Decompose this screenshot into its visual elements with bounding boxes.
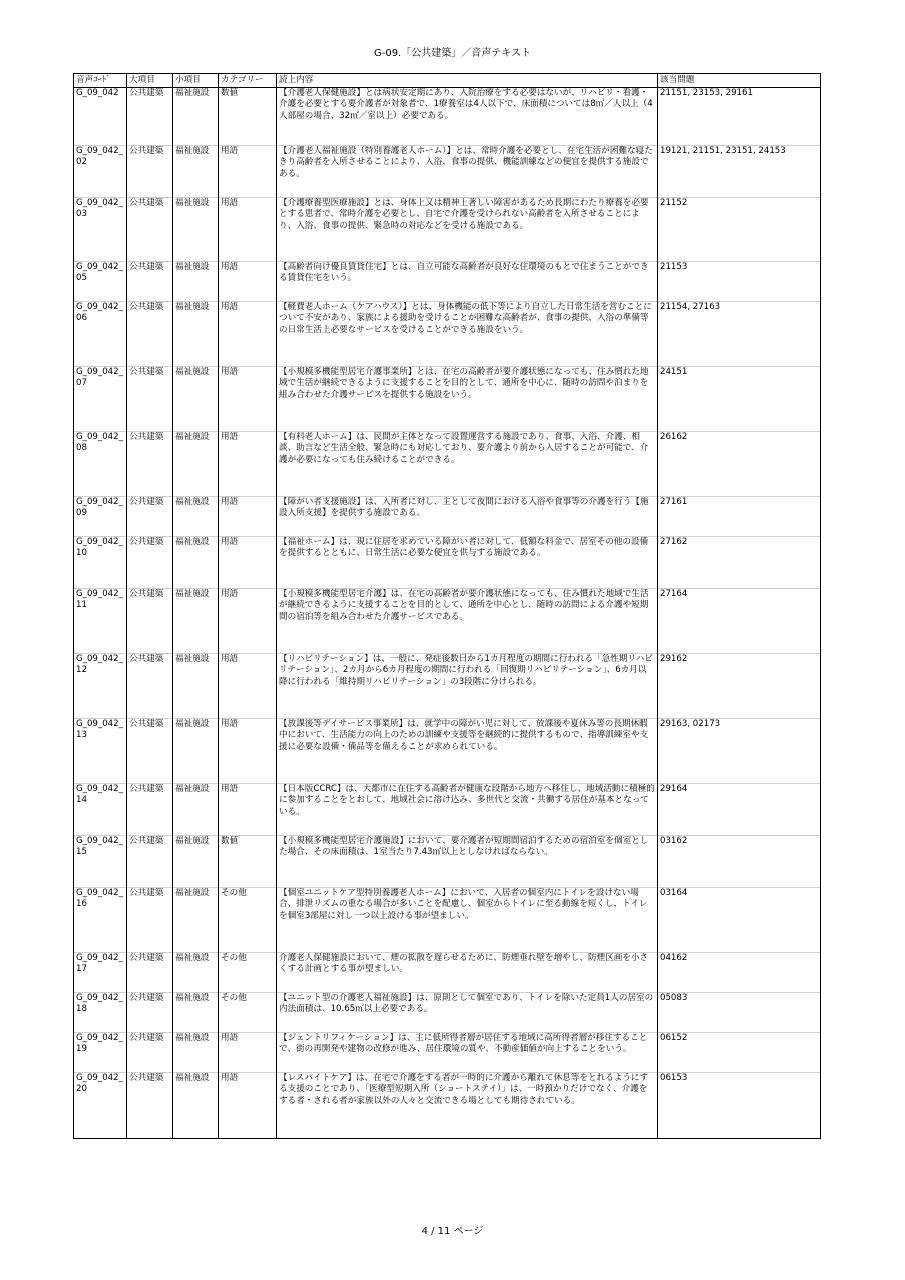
cell-content: 介護老人保健施設において、煙の拡散を遅らせるために、防煙垂れ壁を増やし、防煙区画を小さくする計画とする事が望ましい。 — [277, 953, 658, 993]
table-row — [74, 719, 821, 784]
cell-major: 公共建築 — [127, 302, 173, 367]
cell-minor: 福祉施設 — [173, 953, 219, 993]
cell-code: G_09_042_20 — [74, 1073, 127, 1139]
cell-minor: 福祉施設 — [173, 888, 219, 953]
cell-category: 用語 — [219, 262, 277, 302]
cell-minor: 福祉施設 — [173, 146, 219, 198]
cell-code: G_09_042_05 — [74, 262, 127, 302]
cell-problems: 05083 — [658, 993, 821, 1033]
cell-category: その他 — [219, 953, 277, 993]
table-row — [74, 537, 821, 589]
cell-problems: 27162 — [658, 537, 821, 589]
table-row — [74, 888, 821, 953]
cell-content: 【福祉ホーム】は、現に住居を求めている障がい者に対して、低額な料金で、居室その他の設備を提供するとともに、日常生活に必要な便宜を供与する施設である。 — [277, 537, 658, 589]
table-row — [74, 432, 821, 497]
cell-code: G_09_042_17 — [74, 953, 127, 993]
cell-code: G_09_042_09 — [74, 497, 127, 537]
column-header-problems: 該当問題 — [658, 74, 821, 88]
table-row — [74, 302, 821, 367]
page-number: 4 / 11 ページ — [421, 1226, 484, 1237]
cell-category: 数値 — [219, 88, 277, 146]
cell-content: 【リハビリテーション】は、一般に、発症後数日から1カ月程度の期間に行われる「急性期リハビリテーション」、2カ月から6カ月程度の期間に行われる「回復期リハビリテーション」、6カ月以降に行われる「維持期リハビリテーション」の3段階に分けられる。 — [277, 654, 658, 719]
voice-text-table — [73, 73, 821, 1139]
cell-category: 用語 — [219, 497, 277, 537]
cell-category: 用語 — [219, 1073, 277, 1139]
cell-category: 用語 — [219, 367, 277, 432]
cell-category: 用語 — [219, 537, 277, 589]
cell-category: 用語 — [219, 1033, 277, 1073]
cell-major: 公共建築 — [127, 88, 173, 146]
cell-major: 公共建築 — [127, 432, 173, 497]
column-header-code: 音声ｺｰﾄﾞ — [74, 74, 127, 88]
cell-code: G_09_042_15 — [74, 836, 127, 888]
table-row — [74, 953, 821, 993]
cell-problems: 24151 — [658, 367, 821, 432]
cell-problems: 06153 — [658, 1073, 821, 1139]
table-row — [74, 1073, 821, 1139]
table-row — [74, 146, 821, 198]
cell-minor: 福祉施設 — [173, 836, 219, 888]
cell-problems: 03164 — [658, 888, 821, 953]
cell-problems: 03162 — [658, 836, 821, 888]
cell-problems: 26162 — [658, 432, 821, 497]
cell-major: 公共建築 — [127, 654, 173, 719]
cell-category: その他 — [219, 888, 277, 953]
cell-code: G_09_042 — [74, 88, 127, 146]
cell-major: 公共建築 — [127, 262, 173, 302]
table-row — [74, 654, 821, 719]
cell-problems: 27164 — [658, 589, 821, 654]
column-header-content: 読上内容 — [277, 74, 658, 88]
cell-code: G_09_042_18 — [74, 993, 127, 1033]
cell-content: 【小規模多機能型居宅介護事業所】とは、在宅の高齢者が要介護状態になっても、住み慣れた地域で生活が継続できるように支援することを目的として、通所を中心に、随時の訪問や泊まりを組み合わせた介護サービスを提供する施設をいう。 — [277, 367, 658, 432]
page-header-title: G-09.「公共建築」／音声テキスト — [373, 48, 532, 59]
cell-category: 用語 — [219, 589, 277, 654]
column-header-minor: 小項目 — [173, 74, 219, 88]
cell-content: 【介護老人福祉施設（特別養護老人ホーム）】とは、常時介護を必要とし、在宅生活が困難な寝たきり高齢者を入所させることにより、入浴、食事の提供、機能訓練などの便宜を提供する施設である。 — [277, 146, 658, 198]
cell-major: 公共建築 — [127, 993, 173, 1033]
table-row — [74, 784, 821, 836]
cell-content: 【有料老人ホーム】は、民間が主体となって設置運営する施設であり、食事、入浴、介護、相談、助言など生活全般、緊急時にも対応しており、要介護より前から入居することが可能で、介護が必要になっても住み続けることができる。 — [277, 432, 658, 497]
cell-problems: 21152 — [658, 198, 821, 262]
cell-minor: 福祉施設 — [173, 993, 219, 1033]
cell-code: G_09_042_12 — [74, 654, 127, 719]
cell-major: 公共建築 — [127, 537, 173, 589]
cell-code: G_09_042_07 — [74, 367, 127, 432]
cell-minor: 福祉施設 — [173, 497, 219, 537]
cell-category: 用語 — [219, 146, 277, 198]
cell-content: 【軽費老人ホーム（ケアハウス）】とは、身体機能の低下等により自立した日常生活を営むことについて不安があり、家族による援助を受けることが困難な高齢者が、食事の提供、入浴の準備等の日常生活上必要なサービスを受けることができる施設をいう。 — [277, 302, 658, 367]
cell-code: G_09_042_11 — [74, 589, 127, 654]
cell-category: 数値 — [219, 836, 277, 888]
cell-minor: 福祉施設 — [173, 719, 219, 784]
cell-content: 【ユニット型の介護老人福祉施設】は、原則として個室であり、トイレを除いた定員1人の居室の内法面積は、10.65㎡以上必要である。 — [277, 993, 658, 1033]
table-row — [74, 367, 821, 432]
cell-content: 【小規模多機能型居宅介護】は、在宅の高齢者が要介護状態になっても、住み慣れた地域で生活が継続できるように支援することを目的として、通所を中心とし、随時の訪問による介護や短期間の宿泊等を組み合わせた介護サービスである。 — [277, 589, 658, 654]
cell-major: 公共建築 — [127, 953, 173, 993]
table-row — [74, 88, 821, 146]
cell-minor: 福祉施設 — [173, 1073, 219, 1139]
cell-code: G_09_042_19 — [74, 1033, 127, 1073]
cell-problems: 29162 — [658, 654, 821, 719]
cell-content: 【日本版CCRC】は、大都市に在住する高齢者が健康な段階から地方へ移住し、地域活動に積極的に参加することをとおして、地域社会に溶け込み、多世代と交流・共働する居住が基本となっている。 — [277, 784, 658, 836]
cell-minor: 福祉施設 — [173, 302, 219, 367]
cell-minor: 福祉施設 — [173, 88, 219, 146]
cell-minor: 福祉施設 — [173, 262, 219, 302]
table-row — [74, 836, 821, 888]
cell-problems: 06152 — [658, 1033, 821, 1073]
cell-major: 公共建築 — [127, 784, 173, 836]
cell-minor: 福祉施設 — [173, 537, 219, 589]
cell-content: 【小規模多機能型居宅介護施設】において、要介護者が短期間宿泊するための宿泊室を個室とした場合、その床面積は、1室当たり7.43㎡以上としなければならない。 — [277, 836, 658, 888]
cell-major: 公共建築 — [127, 589, 173, 654]
cell-minor: 福祉施設 — [173, 432, 219, 497]
cell-problems: 04162 — [658, 953, 821, 993]
cell-minor: 福祉施設 — [173, 654, 219, 719]
cell-problems: 21151, 23153, 29161 — [658, 88, 821, 146]
table-row — [74, 497, 821, 537]
cell-category: その他 — [219, 993, 277, 1033]
column-header-category: カテゴリー — [219, 74, 277, 88]
cell-problems: 21153 — [658, 262, 821, 302]
cell-category: 用語 — [219, 654, 277, 719]
cell-problems: 21154, 27163 — [658, 302, 821, 367]
cell-code: G_09_042_10 — [74, 537, 127, 589]
table-row — [74, 589, 821, 654]
table-row — [74, 1033, 821, 1073]
cell-major: 公共建築 — [127, 836, 173, 888]
cell-problems: 27161 — [658, 497, 821, 537]
cell-major: 公共建築 — [127, 888, 173, 953]
cell-major: 公共建築 — [127, 1073, 173, 1139]
cell-content: 【レスパイトケア】は、在宅で介護をする者が一時的に介護から離れて休息等をとれるようにする支援のことであり、「医療型短期入所（ショートステイ）」は、一時預かりだけでなく、介護をする者・される者が家族以外の人々と交流できる場としても期待されている。 — [277, 1073, 658, 1139]
column-header-major: 大項目 — [127, 74, 173, 88]
cell-code: G_09_042_16 — [74, 888, 127, 953]
cell-major: 公共建築 — [127, 1033, 173, 1073]
cell-content: 【介護療養型医療施設】とは、身体上又は精神上著しい障害があるため長期にわたり療養を必要とする患者で、常時介護を必要とし、自宅で介護を受けられない高齢者を入所させることにより、入浴、食事の提供、緊急時の対応などを受ける施設である。 — [277, 198, 658, 262]
cell-code: G_09_042_06 — [74, 302, 127, 367]
table-row — [74, 262, 821, 302]
cell-category: 用語 — [219, 784, 277, 836]
cell-content: 【個室ユニットケア型特別養護老人ホーム】において、入居者の個室内にトイレを設けない場合、排泄リズムの重なる場合が多いことを配慮し、個室からトイレに至る動線を短くし、トイレを個室3部屋に対し一つ以上設ける事が望ましい。 — [277, 888, 658, 953]
cell-major: 公共建築 — [127, 198, 173, 262]
cell-minor: 福祉施設 — [173, 784, 219, 836]
cell-content: 【障がい者支援施設】は、入所者に対し、主として夜間における入浴や食事等の介護を行う【施設入所支援】を提供する施設である。 — [277, 497, 658, 537]
cell-problems: 29164 — [658, 784, 821, 836]
cell-code: G_09_042_03 — [74, 198, 127, 262]
cell-category: 用語 — [219, 432, 277, 497]
cell-major: 公共建築 — [127, 146, 173, 198]
cell-minor: 福祉施設 — [173, 367, 219, 432]
table-row — [74, 993, 821, 1033]
cell-major: 公共建築 — [127, 497, 173, 537]
cell-code: G_09_042_08 — [74, 432, 127, 497]
cell-category: 用語 — [219, 198, 277, 262]
table-header-row — [74, 74, 821, 88]
cell-minor: 福祉施設 — [173, 589, 219, 654]
cell-minor: 福祉施設 — [173, 1033, 219, 1073]
cell-content: 【介護老人保健施設】とは病状安定期にあり、入院治療をする必要はないが、リハビリ・看護・介護を必要とする要介護者が対象者で、1療養室は4人以下で、床面積については8㎡／人以上（4人部屋の場合、32㎡／室以上）必要である。 — [277, 88, 658, 146]
cell-category: 用語 — [219, 302, 277, 367]
cell-major: 公共建築 — [127, 719, 173, 784]
cell-content: 【放課後等デイサービス事業所】は、就学中の障がい児に対して、放課後や夏休み等の長期休暇中において、生活能力の向上のための訓練や支援等を継続的に提供するもので、指導訓練室や支援に必要な設備・備品等を備えることが求められている。 — [277, 719, 658, 784]
table-body — [74, 88, 821, 1139]
cell-content: 【ジェントリフィケーション】は、主に低所得者層が居住する地域に高所得者層が移住することで、街の再開発や建物の改修が進み、居住環境の質や、不動産価値が向上することをいう。 — [277, 1033, 658, 1073]
cell-problems: 19121, 21151, 23151, 24153 — [658, 146, 821, 198]
cell-major: 公共建築 — [127, 367, 173, 432]
cell-code: G_09_042_02 — [74, 146, 127, 198]
cell-problems: 29163, 02173 — [658, 719, 821, 784]
cell-code: G_09_042_13 — [74, 719, 127, 784]
cell-code: G_09_042_14 — [74, 784, 127, 836]
cell-category: 用語 — [219, 719, 277, 784]
cell-minor: 福祉施設 — [173, 198, 219, 262]
table-row — [74, 198, 821, 262]
cell-content: 【高齢者向け優良賃貸住宅】とは、自立可能な高齢者が良好な住環境のもとで住まうことができる賃貸住宅をいう。 — [277, 262, 658, 302]
